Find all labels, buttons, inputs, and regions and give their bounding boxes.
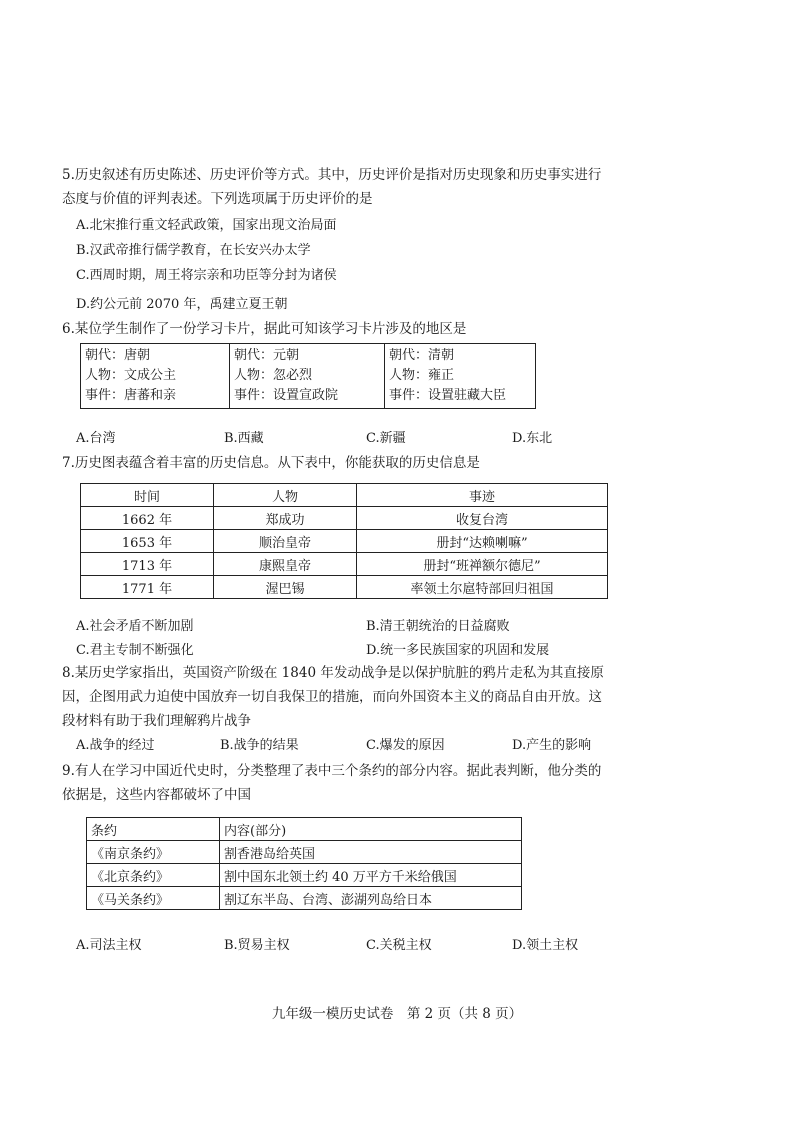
q9-option-d: D.领土主权	[512, 938, 579, 953]
cell-content: 割辽东半岛、台湾、澎湖列岛给日本	[220, 887, 522, 910]
cell-time: 1771 年	[81, 576, 214, 599]
header-treaty: 条约	[87, 818, 220, 841]
table-row	[81, 507, 608, 530]
card-event: 事件：设置驻藏大臣	[389, 388, 507, 403]
card-column-tang	[81, 344, 230, 409]
header-person: 人物	[214, 484, 357, 507]
cell-treaty: 《北京条约》	[87, 864, 220, 887]
table-header-row	[87, 818, 522, 841]
q8-option-c: C.爆发的原因	[366, 738, 445, 753]
q7-option-a: A.社会矛盾不断加剧	[76, 619, 194, 634]
table-row	[81, 530, 608, 553]
cell-person: 渥巴锡	[214, 576, 357, 599]
cell-treaty: 《南京条约》	[87, 841, 220, 864]
cell-content: 割中国东北领土约 40 万平方千米给俄国	[220, 864, 522, 887]
card-column-yuan	[230, 344, 385, 409]
card-dynasty: 朝代：唐朝	[85, 348, 151, 363]
q6-option-d: D.东北	[512, 431, 553, 446]
cell-deed: 册封“达赖喇嘛”	[357, 530, 608, 553]
table-row	[87, 864, 522, 887]
cell-person: 康熙皇帝	[214, 553, 357, 576]
cell-content: 割香港岛给英国	[220, 841, 522, 864]
card-person: 人物：文成公主	[85, 368, 177, 383]
q9-option-b: B.贸易主权	[224, 938, 290, 953]
page-footer: 九年级一模历史试卷 第 2 页（共 8 页）	[271, 1006, 523, 1022]
q5-option-a: A.北宋推行重文轻武政策，国家出现文治局面	[76, 218, 337, 233]
q8-option-a: A.战争的经过	[76, 738, 155, 753]
q6-option-b: B.西藏	[224, 431, 264, 446]
q7-option-c: C.君主专制不断强化	[76, 643, 194, 658]
card-event: 事件：唐蕃和亲	[85, 388, 177, 403]
table-header-row	[81, 484, 608, 507]
q6-study-card	[80, 343, 536, 409]
q7-stem: 7.历史图表蕴含着丰富的历史信息。从下表中，你能获取的历史信息是	[62, 455, 480, 471]
header-content: 内容(部分)	[220, 818, 522, 841]
cell-deed: 收复台湾	[357, 507, 608, 530]
q8-option-b: B.战争的结果	[220, 738, 299, 753]
header-deed: 事迹	[357, 484, 608, 507]
table-row	[81, 576, 608, 599]
cell-time: 1653 年	[81, 530, 214, 553]
cell-time: 1713 年	[81, 553, 214, 576]
q7-option-d: D.统一多民族国家的巩固和发展	[366, 643, 550, 658]
q9-option-a: A.司法主权	[76, 938, 142, 953]
header-time: 时间	[81, 484, 214, 507]
q9-table	[86, 817, 522, 910]
table-row	[87, 841, 522, 864]
q6-option-a: A.台湾	[76, 431, 116, 446]
q5-stem-line1: 5.历史叙述有历史陈述、历史评价等方式。其中，历史评价是指对历史现象和历史事实进行	[62, 167, 602, 183]
card-dynasty: 朝代：清朝	[389, 348, 455, 363]
table-row	[87, 887, 522, 910]
cell-person: 郑成功	[214, 507, 357, 530]
cell-time: 1662 年	[81, 507, 214, 530]
q6-option-c: C.新疆	[366, 431, 406, 446]
q8-stem-line1: 8.某历史学家指出，英国资产阶级在 1840 年发动战争是以保护肮脏的鸦片走私为其直接原	[62, 665, 604, 681]
cell-deed: 率领土尔扈特部回归祖国	[357, 576, 608, 599]
cell-deed: 册封“班禅额尔德尼”	[357, 553, 608, 576]
card-dynasty: 朝代：元朝	[234, 348, 300, 363]
q6-stem: 6.某位学生制作了一份学习卡片，据此可知该学习卡片涉及的地区是	[62, 321, 467, 337]
q7-option-b: B.清王朝统治的日益腐败	[366, 619, 510, 634]
cell-person: 顺治皇帝	[214, 530, 357, 553]
cell-treaty: 《马关条约》	[87, 887, 220, 910]
q5-option-d: D.约公元前 2070 年，禹建立夏王朝	[76, 297, 288, 312]
table-row	[81, 553, 608, 576]
card-column-qing	[385, 344, 536, 409]
q8-option-d: D.产生的影响	[512, 738, 592, 753]
q7-table	[80, 483, 608, 599]
card-person: 人物：忽必烈	[234, 368, 313, 383]
q8-stem-line3: 段材料有助于我们理解鸦片战争	[62, 713, 251, 729]
q8-stem-line2: 因，企图用武力迫使中国放弃一切自我保卫的措施，而向外国资本主义的商品自由开放。这	[62, 689, 602, 705]
card-event: 事件：设置宣政院	[234, 388, 339, 403]
q5-option-c: C.西周时期，周王将宗亲和功臣等分封为诸侯	[76, 268, 337, 283]
q5-stem-line2: 态度与价值的评判表述。下列选项属于历史评价的是	[62, 191, 373, 207]
card-person: 人物：雍正	[389, 368, 455, 383]
q5-option-b: B.汉武帝推行儒学教育，在长安兴办太学	[76, 243, 311, 258]
q9-stem-line2: 依据是，这些内容都破坏了中国	[62, 787, 251, 803]
q9-stem-line1: 9.有人在学习中国近代史时，分类整理了表中三个条约的部分内容。据此表判断，他分类的	[62, 763, 602, 779]
q9-option-c: C.关税主权	[366, 938, 432, 953]
